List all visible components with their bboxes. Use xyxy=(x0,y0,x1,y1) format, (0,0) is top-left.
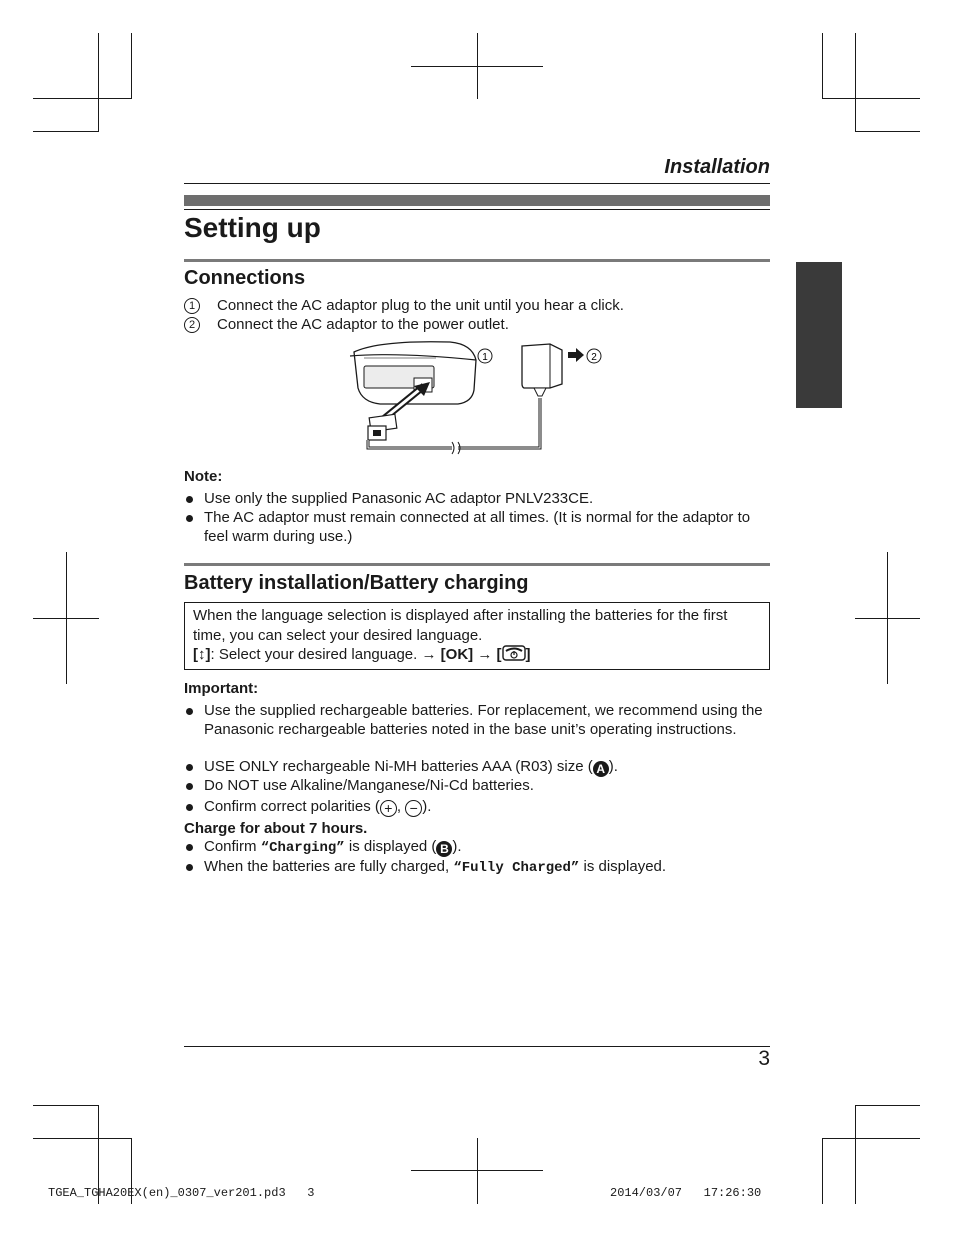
text-fragment: is displayed. xyxy=(579,858,667,875)
bracket-open: [ xyxy=(496,646,502,663)
language-box-steps xyxy=(193,645,763,665)
bullet-icon xyxy=(186,844,193,851)
charge-label: Charge for about 7 hours. xyxy=(184,820,368,837)
text-fragment: is displayed ( xyxy=(344,838,437,855)
off-hook-power-icon xyxy=(502,645,526,661)
bullet-icon xyxy=(186,764,193,771)
letter-b-icon: B xyxy=(436,841,452,857)
connection-diagram xyxy=(340,338,610,456)
connection-illustration xyxy=(340,338,610,456)
text-fragment: ). xyxy=(608,758,618,775)
connections-heading: Connections xyxy=(184,267,306,289)
footer-filename: TGEA_TGHA20EX(en)_0307_ver201.pd3 3 xyxy=(48,1186,315,1200)
text-fragment: Confirm correct polarities ( xyxy=(204,798,380,815)
charge-text xyxy=(204,858,770,878)
step-text: Connect the AC adaptor plug to the unit until you hear a click. xyxy=(217,297,624,314)
ok-key: [OK] xyxy=(440,646,474,663)
arrow-icon: → xyxy=(421,646,437,663)
text-fragment: When the batteries are fully charged, xyxy=(204,858,454,875)
text-fragment: ). xyxy=(452,838,462,855)
text-fragment: , xyxy=(396,798,406,815)
charge-item xyxy=(184,858,770,878)
connections-rule xyxy=(184,259,770,262)
text-fragment: USE ONLY rechargeable Ni-MH batteries AAA (R03) size ( xyxy=(204,758,593,775)
display-message: “Fully Charged” xyxy=(453,860,580,876)
language-box-text: When the language selection is displayed after installing the batteries for the first time, you can select your desired language. xyxy=(193,607,728,644)
step-2 xyxy=(184,315,770,334)
important-item xyxy=(184,702,770,739)
note-label: Note: xyxy=(184,468,223,485)
bullet-icon xyxy=(186,515,193,522)
title-bar xyxy=(184,195,770,206)
letter-a-icon: A xyxy=(593,761,609,777)
step-number: 1 xyxy=(184,298,200,314)
important-item xyxy=(184,798,770,817)
important-text: Do NOT use Alkaline/Manganese/Ni-Cd batteries. xyxy=(204,777,534,794)
step-1 xyxy=(184,296,770,315)
bracket-close: ] xyxy=(525,646,531,663)
charge-text xyxy=(204,838,770,858)
note-item xyxy=(184,509,770,546)
text-fragment: Confirm xyxy=(204,838,261,855)
language-step-text: : Select your desired language. xyxy=(210,646,418,663)
note-text: Use only the supplied Panasonic AC adaptor PNLV233CE. xyxy=(204,490,594,507)
step-text: Connect the AC adaptor to the power outlet. xyxy=(217,316,509,333)
display-message: “Charging” xyxy=(260,840,345,856)
important-label: Important: xyxy=(184,680,259,697)
bullet-icon xyxy=(186,804,193,811)
plus-polarity-icon: + xyxy=(380,800,397,817)
important-item xyxy=(184,777,770,796)
page-title: Setting up xyxy=(184,212,321,243)
footer-rule xyxy=(184,1046,770,1047)
arrow-icon: → xyxy=(477,646,493,663)
charge-item xyxy=(184,838,770,858)
note-text: The AC adaptor must remain connected at all times. (It is normal for the adaptor to feel warm during use.) xyxy=(204,509,751,545)
bullet-icon xyxy=(186,496,193,503)
text-fragment: ). xyxy=(422,798,432,815)
page-number: 3 xyxy=(758,1047,770,1070)
off-key xyxy=(497,646,531,663)
battery-rule xyxy=(184,563,770,566)
navigator-key: [↕] xyxy=(193,646,211,663)
battery-heading: Battery installation/Battery charging xyxy=(184,572,529,594)
header-rule xyxy=(184,183,770,184)
diagram-callout-1: 1 xyxy=(482,352,488,363)
step-number: 2 xyxy=(184,317,200,333)
language-info-box xyxy=(184,602,770,670)
bullet-icon xyxy=(186,708,193,715)
important-text xyxy=(204,798,770,817)
side-tab xyxy=(796,262,842,408)
bullet-icon xyxy=(186,783,193,790)
important-item xyxy=(184,758,770,777)
note-item xyxy=(184,490,770,509)
bullet-icon xyxy=(186,864,193,871)
diagram-callout-2: 2 xyxy=(591,352,597,363)
title-rule xyxy=(184,209,770,210)
important-text xyxy=(204,758,770,777)
important-text: Use the supplied rechargeable batteries. For replacement, we recommend using the Panasonic rechargeable batteries noted in the base unit’s operating instructions. xyxy=(204,702,763,738)
section-header: Installation xyxy=(664,156,770,178)
minus-polarity-icon: − xyxy=(405,800,422,817)
footer-timestamp: 2014/03/07 17:26:30 xyxy=(610,1186,762,1200)
